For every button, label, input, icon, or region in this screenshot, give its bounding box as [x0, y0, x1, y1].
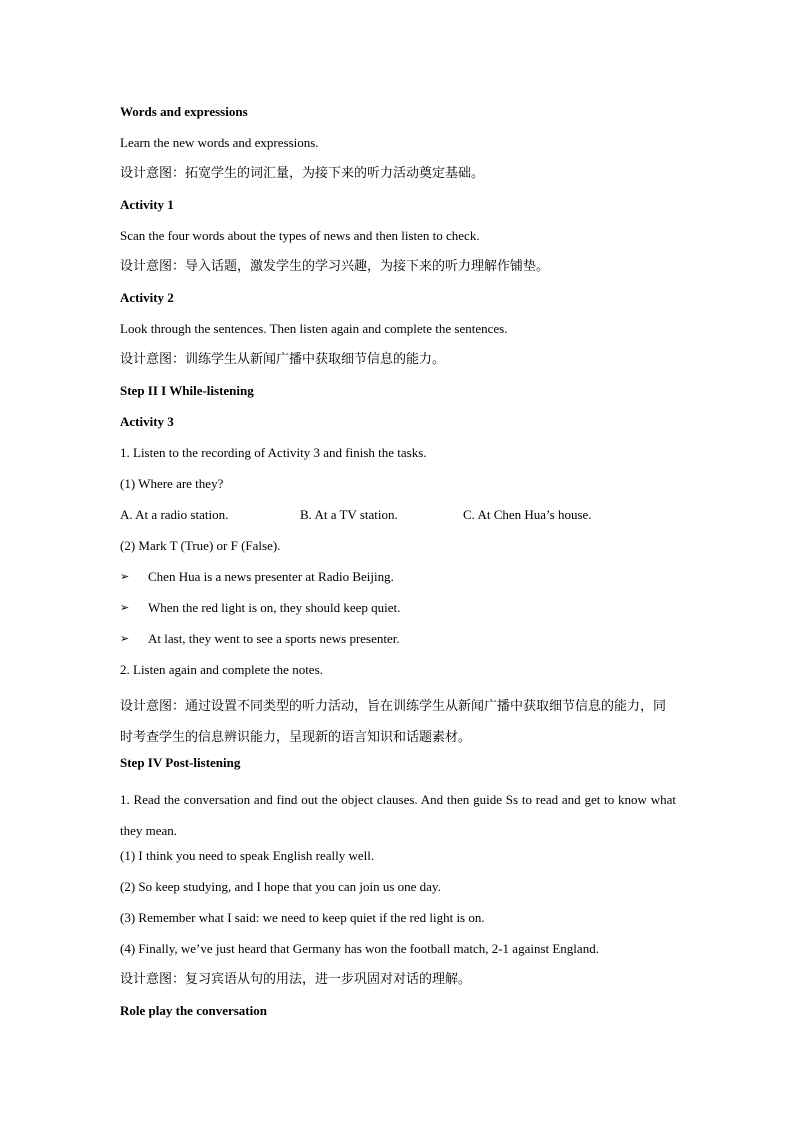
bullet-text: When the red light is on, they should keep quiet.: [148, 600, 401, 615]
step4-sentence-4: (4) Finally, we’ve just heard that Germany has won the football match, 2-1 against England.: [120, 941, 599, 956]
list-item: [120, 629, 676, 660]
option-b: B. At a TV station.: [300, 507, 398, 522]
activity3-options: [120, 505, 676, 536]
activity1-text: Scan the four words about the types of news and then listen to check.: [120, 228, 480, 243]
words-text: Learn the new words and expressions.: [120, 135, 319, 150]
words-intent: 设计意图：拓宽学生的词汇量，为接下来的听力活动奠定基础。: [120, 166, 485, 181]
bullet-text: At last, they went to see a sports news presenter.: [148, 631, 400, 646]
activity2-intent: 设计意图：训练学生从新闻广播中获取细节信息的能力。: [120, 352, 446, 367]
arrow-bullet-icon: ➢: [120, 632, 130, 645]
arrow-bullet-icon: ➢: [120, 570, 130, 583]
activity2-text: Look through the sentences. Then listen again and complete the sentences.: [120, 321, 508, 336]
activity3-question2: (2) Mark T (True) or F (False).: [120, 538, 281, 553]
step4-intent: 设计意图：复习宾语从句的用法，进一步巩固对对话的理解。: [120, 972, 472, 987]
option-c: C. At Chen Hua’s house.: [463, 507, 592, 522]
step4-sentence-2: (2) So keep studying, and I hope that you can join us one day.: [120, 879, 441, 894]
words-heading: Words and expressions: [120, 104, 248, 119]
list-item: [120, 598, 676, 629]
step4-sentence-3: (3) Remember what I said: we need to keep quiet if the red light is on.: [120, 910, 485, 925]
bullet-text: Chen Hua is a news presenter at Radio Beijing.: [148, 569, 394, 584]
activity3-question1: (1) Where are they?: [120, 476, 224, 491]
activity3-intent: 设计意图：通过设置不同类型的听力活动，旨在训练学生从新闻广播中获取细节信息的能力，同时考查学生的信息辨识能力，呈现新的语言知识和话题素材。: [120, 699, 667, 745]
step3-heading: Step II I While-listening: [120, 383, 254, 398]
activity3-task2: 2. Listen again and complete the notes.: [120, 662, 323, 677]
activity2-heading: Activity 2: [120, 290, 174, 305]
step4-heading: Step IV Post-listening: [120, 755, 241, 770]
activity1-intent: 设计意图：导入话题，激发学生的学习兴趣，为接下来的听力理解作铺垫。: [120, 259, 550, 274]
option-a: A. At a radio station.: [120, 507, 229, 522]
list-item: [120, 567, 676, 598]
step4-sentence-1: (1) I think you need to speak English really well.: [120, 848, 375, 863]
activity3-heading: Activity 3: [120, 414, 174, 429]
document-body: [120, 102, 676, 1032]
arrow-bullet-icon: ➢: [120, 601, 130, 614]
activity1-heading: Activity 1: [120, 197, 174, 212]
step4-task1: 1. Read the conversation and find out the object clauses. And then guide Ss to read and get to know what they mean.: [120, 792, 676, 838]
roleplay-heading: Role play the conversation: [120, 1003, 267, 1018]
activity3-task1: 1. Listen to the recording of Activity 3 and finish the tasks.: [120, 445, 427, 460]
